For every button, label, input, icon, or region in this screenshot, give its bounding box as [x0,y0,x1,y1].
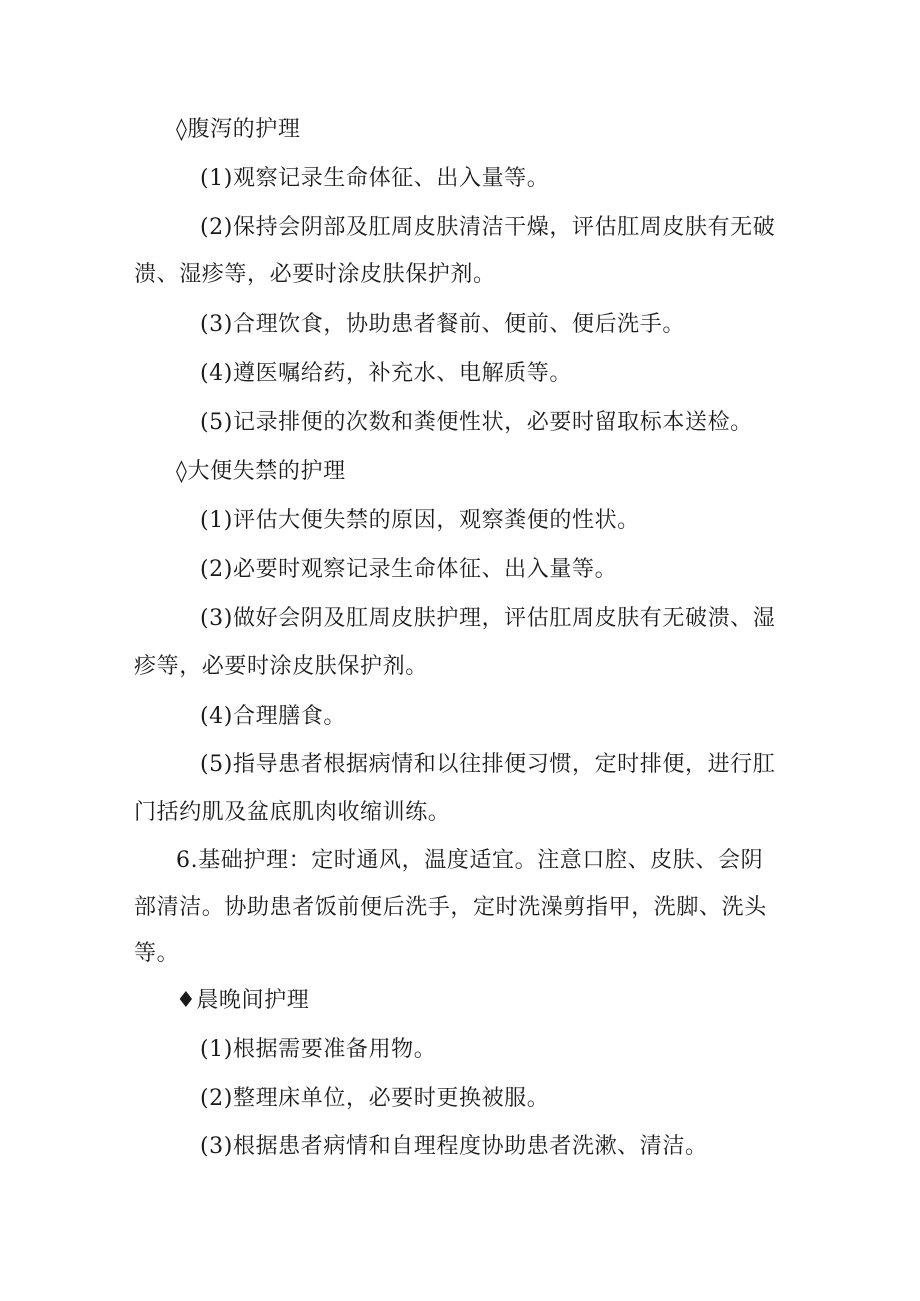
list-item: (2)保持会阴部及肛周皮肤清洁干燥，评估肛周皮肤有无破 [200,215,776,240]
list-item-continuation: 疹等，必要时涂皮肤保护剂。 [134,654,428,679]
list-item: (2)必要时观察记录生命体征、出入量等。 [200,557,618,582]
paragraph-line: 部清洁。协助患者饭前便后洗手，定时洗澡剪指甲，洗脚、洗头 [134,895,767,920]
list-item: (4)合理膳食。 [200,704,346,729]
paragraph-line: 等。 [134,941,180,966]
list-item: (5)指导患者根据病情和以往排便习惯，定时排便，进行肛 [200,752,776,777]
paragraph-line: 6.基础护理：定时通风，温度适宜。注意口腔、皮肤、会阴 [176,848,764,873]
list-item: (3)做好会阴及肛周皮肤护理，评估肛周皮肤有无破溃、湿 [200,606,776,631]
section-heading-morning-evening: ♦晨晚间护理 [176,988,310,1013]
list-item: (5)记录排便的次数和粪便性状，必要时留取标本送检。 [200,410,753,435]
list-item: (1)观察记录生命体征、出入量等。 [200,166,550,191]
list-item: (1)根据需要准备用物。 [200,1037,437,1062]
section-heading-diarrhea: ◊腹泻的护理 [176,117,301,142]
list-item: (4)遵医嘱给药，补充水、电解质等。 [200,361,572,386]
list-item: (2)整理床单位，必要时更换被服。 [200,1086,550,1111]
list-item-continuation: 溃、湿疹等，必要时涂皮肤保护剂。 [134,262,496,287]
list-item: (3)根据患者病情和自理程度协助患者洗漱、清洁。 [200,1134,708,1159]
section-heading-incontinence: ◊大便失禁的护理 [176,459,346,484]
list-item-continuation: 门括约肌及盆底肌肉收缩训练。 [134,800,451,825]
list-item: (1)评估大便失禁的原因，观察粪便的性状。 [200,508,640,533]
list-item: (3)合理饮食，协助患者餐前、便前、便后洗手。 [200,312,685,337]
